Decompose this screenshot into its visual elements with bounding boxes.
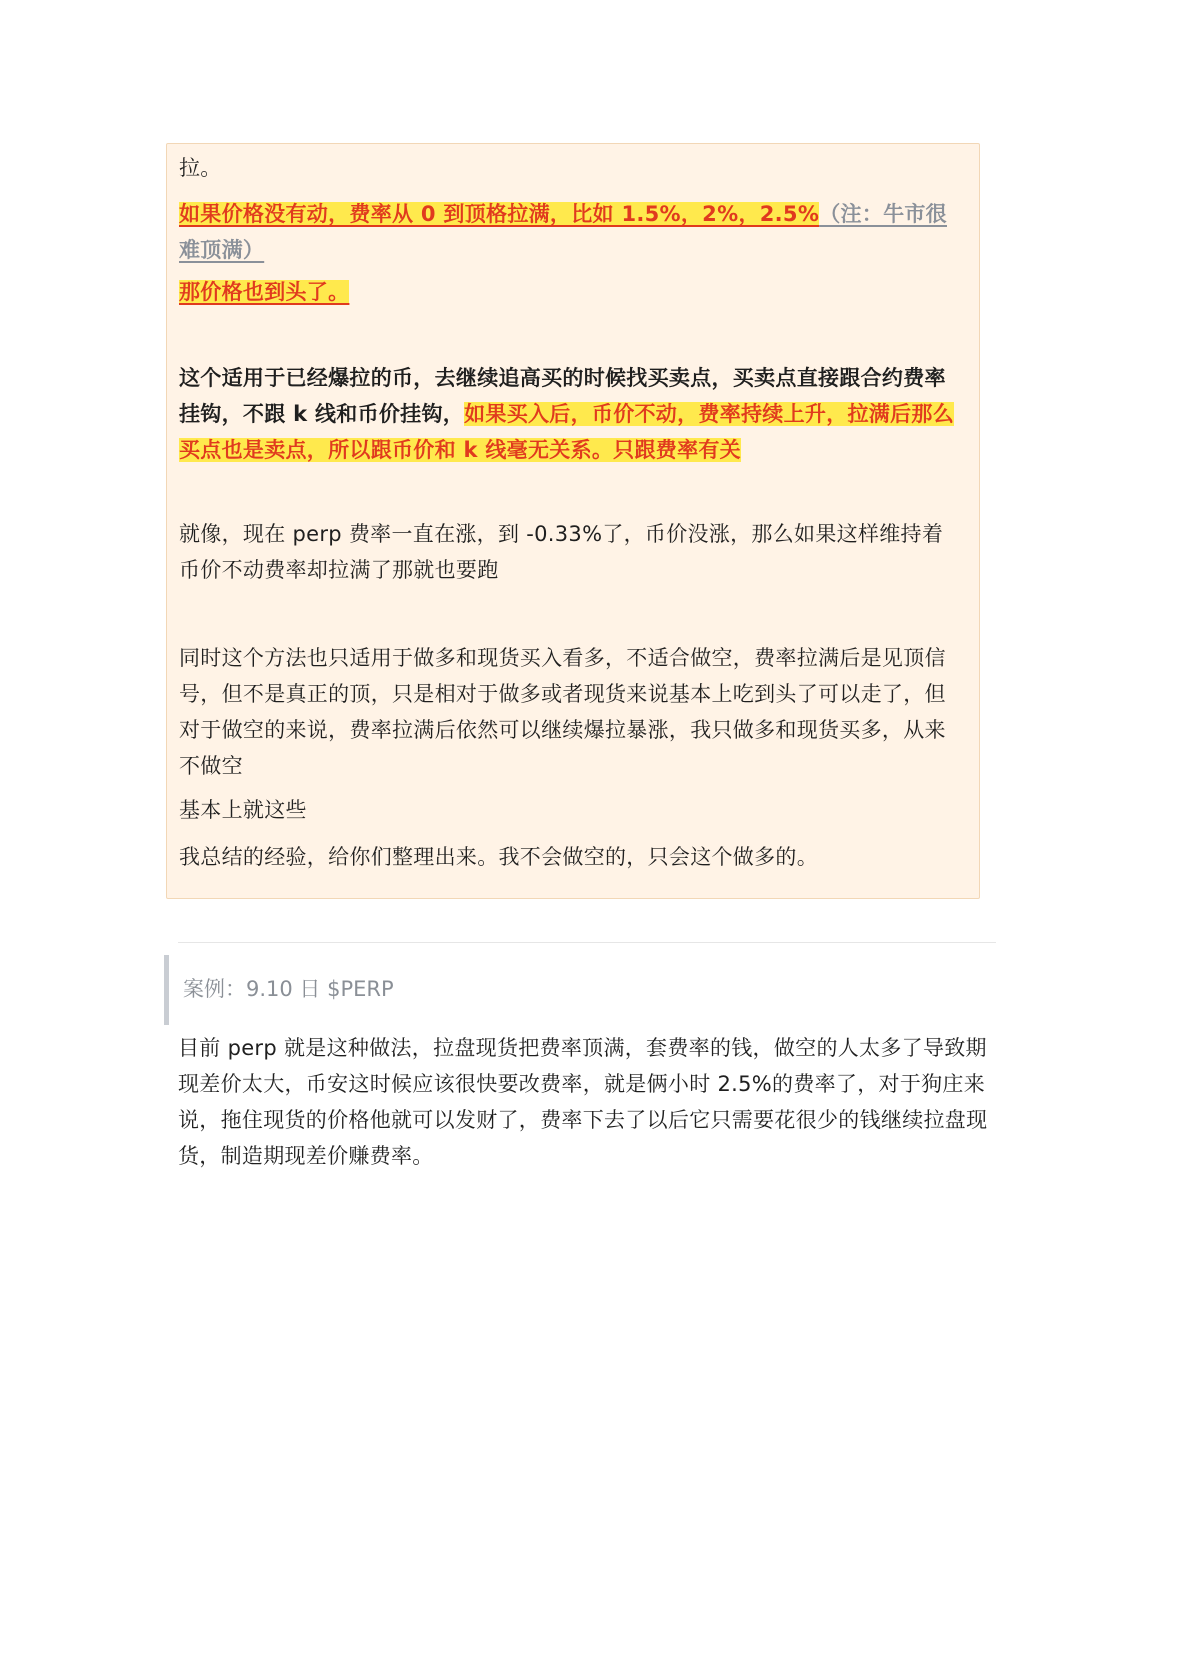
callout-box — [166, 143, 980, 899]
callout-paragraph-7: 基本上就这些 — [179, 798, 307, 822]
highlight-buy-sell-point: 如果买入后，币价不动，费率持续上升，拉满后那么买点也是卖点，所以跟币价和 k 线毫无关系。只跟费率有关 — [179, 402, 954, 462]
callout-paragraph-4 — [179, 360, 959, 468]
bold-applicability: 这个适用于已经爆拉的币，去继续追高买的时候找买卖点，买卖点直接跟合约费率挂钩，不跟 k 线和币价挂钩， — [179, 366, 946, 426]
callout-paragraph-2 — [179, 196, 959, 268]
highlight-price-rate: 如果价格没有动，费率从 0 到顶格拉满，比如 1.5%，2%，2.5% — [179, 202, 820, 226]
case-quote-block — [164, 955, 994, 1025]
section-divider — [178, 942, 996, 943]
callout-paragraph-1: 拉。 — [179, 156, 222, 180]
callout-paragraph-8: 我总结的经验，给你们整理出来。我不会做空的，只会这个做多的。 — [179, 845, 818, 869]
note-bull-market: （注：牛市很难顶满） — [179, 202, 947, 262]
callout-paragraph-6: 同时这个方法也只适用于做多和现货买入看多，不适合做空，费率拉满后是见顶信号，但不是真正的顶，只是相对于做多或者现货来说基本上吃到头了可以走了，但对于做空的来说，费率拉满后依然可以继续爆拉暴涨，我只做多和现货买多，从来不做空 — [179, 646, 946, 778]
case-body-paragraph: 目前 perp 就是这种做法，拉盘现货把费率顶满，套费率的钱，做空的人太多了导致期现差价太大，币安这时候应该很快要改费率，就是俩小时 2.5%的费率了，对于狗庄来说，拖住现货的价格他就可以发财了，费率下去了以后它只需要花很少的钱继续拉盘现货，制造期现差价赚费率。 — [178, 1036, 988, 1168]
callout-paragraph-5: 就像，现在 perp 费率一直在涨，到 -0.33%了，币价没涨，那么如果这样维持着币价不动费率却拉满了那就也要跑 — [179, 522, 944, 582]
case-quote-text: 案例：9.10 日 $PERP — [183, 977, 394, 1001]
callout-paragraph-3 — [179, 274, 959, 310]
highlight-price-top: 那价格也到头了。 — [179, 280, 350, 304]
